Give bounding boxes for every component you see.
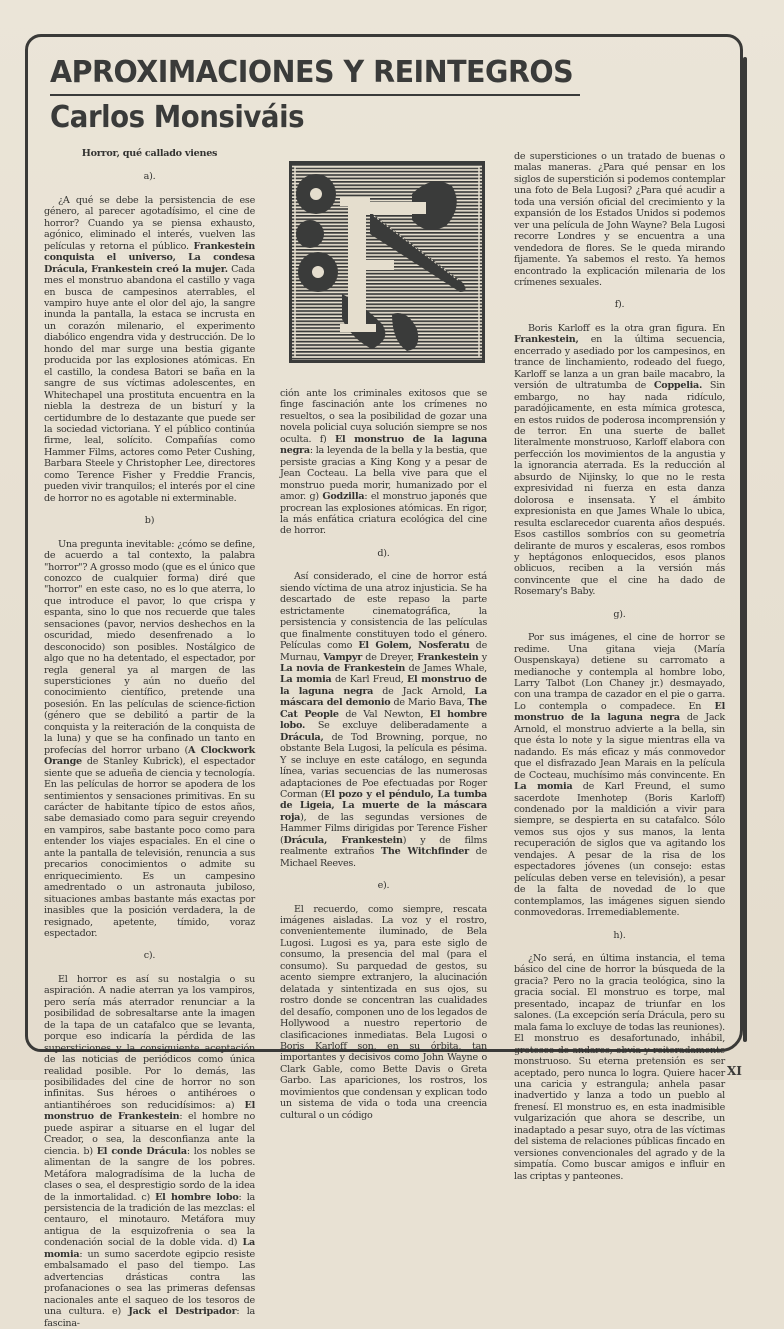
text-run: ), de las segundas versiones de Hammer Films dirigidas por Terence Fisher ( <box>280 811 487 846</box>
section-marker-a: a). <box>143 171 156 183</box>
film-title-bold: Godzilla <box>322 491 365 503</box>
text-run: Sin embargo, no hay nada ridículo, paradójicamente, en esta mímica grotesca, en estos ruidos de poderosa incomprensión y de terror. En una suerte de ballet literalmente monstruoso, Karloff elabora con perfección los movimientos de la angustia y la ignorancia aterrada. Es la reducción al absurdo de Nijinsky, lo que no le resta expresividad ni fuerza en esta danza dolorosa e insensata. Y el ámbito expresionista en que James Whale lo ubica, resulta esclarecedor cuarenta años después. Esos castillos sombríos con su geometría delirante de muros y escaleras, esos rombos y heptágonos enloquecidos, esos planos oblicuos, reciben a la versión más convincente que el cine ha dado de Rosemary's Baby. <box>514 380 726 598</box>
film-title-bold: El monstruo de la laguna negra <box>280 674 487 697</box>
text-run: : la leyenda de la bella y la bestia, que persiste gracias a King Kong y a pesar de Jean Cocteau. La bella vive para que el monstruo pueda morir, humanizado por el amor. g) <box>280 445 487 503</box>
article-column-1 <box>44 148 255 1329</box>
text-run: Boris Karloff es la otra gran figura. En <box>528 322 725 334</box>
text-run: El horror es así su nostalgia o su aspiración. A nadie aterran ya los vampiros, pero sería más aterrador renunciar a la posibilidad de sobresaltarse ante la imagen de la tapa de un catafalco que se levanta, porque eso indicaría la pérdida de las supersticiones y la consiguiente aceptación de las noticias de periódicos como única realidad posible. Por lo demás, las posibilidades del cine de horror no son infinitas. Sus héroes o antihéroes o antiantihéroes son reducidísimos: a) <box>44 973 255 1111</box>
film-title-bold: El Golem, Nosferatu <box>358 640 470 652</box>
text-run: Así considerado, el cine de horror está siendo víctima de una atroz injusticia. Se ha descartado de este repaso la parte estrictamente cinematográfica, la persistencia y consistencia de las películas que finalmente constituyen todo el género. Películas como <box>280 571 487 652</box>
section-marker-e: e). <box>377 880 390 892</box>
text-run: en la última secuencia, encerrado y asediado por los campesinos, en trance de linchamiento, rodeado del fuego, Karloff se lanza a un gran baile macabro, la versión de ultratumba de <box>514 334 725 392</box>
film-title-bold: Frankestein <box>417 651 479 663</box>
text-run: ¿A qué se debe la persistencia de ese género, al parecer agotadísimo, el cine de horror? Cuando ya se piensa exhausto, agónico, eliminado el interés, vuelven las películas y retorna el público. <box>44 194 255 252</box>
text-run: : los nobles se alimentan de la sangre de los pobres. Metáfora malogradísima de la lucha de clases o sea, el desprestigio sordo de la idea de la inmortalidad. c) <box>44 1145 256 1203</box>
film-title-bold: El hombre lobo. <box>280 708 487 732</box>
film-title-bold: A Clockwork Orange <box>44 744 256 768</box>
text-run: Cada mes el monstruo abandona el castillo y vaga en busca de campesinos aterrables, el vampiro huye ante el olor del ajo, la sangre inunda la pantalla, la estaca se incrusta en un corazón milenario, el experimento diabólico engendra vida y destrucción. De lo hondo del mar surge una bestia gigante producida por las explosiones atómicas. En el castillo, la condesa Batori se baña en la sangre de sus víctimas adolescentes, en Whitechapel una prostituta encuentra en la niebla la destreza de un bisturí y la certidumbre de lo destazante que puede ser la sociedad victoriana. Y el público continúa firme, leal, solícito. Compañías como Hammer Films, actores como Peter Cushing, Barbara Steele y Christopher Lee, directores como Terence Fisher y Freddie Francis, pueden vivir tranquilos; el interés por el cine de horror no es agotable ni exterminable. <box>44 263 255 504</box>
paragraph-e-continued: de supersticiones o un tratado de buenas o malas maneras. ¿Para qué pensar en los siglos de superstición si podemos contemplar una foto de Bela Lugosi? ¿Para qué acudir a toda una versión oficial del crecimiento y la expansión de los Estados Unidos si podemos ver una película de John Wayne? Bela Lugosi recorre Londres y se encuentra a una vendedora de flores. Se le queda mirando fijamente. Ya sabemos el resto. Ya hemos encontrado la explicación milenaria de los crímenes sexuales. <box>514 151 725 288</box>
film-title-bold: La momia <box>280 674 332 686</box>
article-column-2 <box>280 388 487 1121</box>
film-title-bold: The Witchfinder <box>380 846 469 858</box>
article-subtitle: Horror, qué callado vienes <box>81 148 218 159</box>
text-run: de Karl Freund, el sumo sacerdote Imenhotep (Boris Karloff) condenado por la maldición a vivir para siempre, se despierta en su catafalco. Sólo vemos sus ojos y sus manos, la lenta recuperación de siglos que va agitando los vendajes. A pesar de la risa de los espectadores jóvenes (un consejo: estas películas deben verse en televisión), a pesar de la falta de novedad de lo que contemplamos, las imágenes siguen siendo conmovedoras. Irremediablemente. <box>514 781 725 919</box>
title-underline <box>50 94 580 96</box>
text-run: de Tod Browning, porque, no obstante Bela Lugosi, la película es pésima. Y se incluye en este catálogo, en segunda línea, varias secuencias de las numerosas adaptaciones de Poe efectuadas por Roger Corman ( <box>280 731 487 800</box>
text-run: de Jack Arnold, <box>373 685 475 697</box>
text-run: : la persistencia de la tradición de las mezclas: el centauro, el minotauro. Metáfora muy antigua de la esquizofrenia o sea la condenación social de la doble vida. d) <box>44 1191 255 1249</box>
text-run: de Mario Bava, <box>390 697 468 709</box>
film-title-bold: Jack el Destripador <box>128 1306 237 1318</box>
article-column-3 <box>514 151 725 1182</box>
film-title-bold: The Cat People <box>280 697 487 720</box>
page-number: XI <box>727 1064 742 1078</box>
woodcut-initial-letter-f-icon <box>289 161 485 363</box>
film-title-bold: La máscara del demonio <box>280 685 487 709</box>
section-title: APROXIMACIONES Y REINTEGROS <box>50 55 574 90</box>
text-run: de James Whale, <box>405 662 487 674</box>
text-run: de Jack Arnold, el monstruo advierte a la bella, sin que ésta lo note y la sigue mientras ella va nadando. Es más eficaz y más conmovedor que el disfrazado Jean Marais en la película de Cocteau, muchísimo más convincente. En <box>514 712 725 781</box>
text-run: de Karl Freud, <box>331 674 407 686</box>
film-title-bold: El monstruo de la laguna negra <box>514 700 725 724</box>
film-title-bold: Coppelia. <box>653 380 703 392</box>
paragraph-a <box>44 195 255 504</box>
film-title-bold: Drácula, Frankestein <box>283 834 403 846</box>
text-run: ) y de films realmente extraños <box>280 834 487 858</box>
section-marker-h: h). <box>613 929 626 941</box>
section-marker-c: c). <box>143 950 156 962</box>
film-title-bold: El monstruo de la laguna negra <box>280 433 487 457</box>
text-run: de Michael Reeves. <box>280 846 487 869</box>
film-title-bold: Drácula, <box>280 731 324 743</box>
film-title-bold: La novia de Frankestein <box>280 662 406 674</box>
text-run: de Val Newton, <box>338 708 430 720</box>
film-title-bold: El monstruo de Frankestein <box>44 1099 255 1123</box>
section-marker-b: b) <box>144 515 155 527</box>
paragraph-b <box>44 539 255 940</box>
film-title-bold: Frankestein, <box>514 334 579 346</box>
text-run: : un sumo sacerdote egipcio resiste embalsamado el paso del tiempo. Las advertencias drásticas contra las profanaciones o sea las primeras defensas nacionales ante el saqueo de los tesoros de una cultura. e) <box>44 1248 255 1318</box>
paragraph-c <box>44 974 255 1329</box>
text-run: Una pregunta inevitable: ¿cómo se define, de acuerdo a tal contexto, la palabra "horror"? A grosso modo (que es el único que conozco de cualquier forma) diré que "horror" en este caso, no es lo que aterra, lo que introduce el pavor, lo que crispa y espanta, sino lo que nos recuerde que tales sensaciones (pavor, nervios deshechos en la oscuridad, miedo desenfrenado a lo desconocido) son posibles. Nostálgico de algo que no ha detentado, el espectador, por regla general ya al margen de las supersticiones y aún no dueño del conocimiento científico, pretende una posesión. En las películas de science-fiction (género que se debilitó a partir de la conquista y la reiteración de la conquista de la luna) y que se ha confinado un tanto en profecías del horror urbano ( <box>44 538 255 756</box>
section-marker-f: f). <box>614 299 625 311</box>
woodcut-illustration <box>292 164 482 360</box>
text-run: de Murnau, <box>280 640 487 663</box>
text-run: de Stanley Kubrick), el espectador siente que se adueña de ciencia y tecnología. En las películas de horror se apodera de los sentimientos y sensaciones primitivas. En su carácter de habitante típico de estos años, sabe demasiado como para seguir creyendo en vampiros, sabe bastante poco como para entender los viajes espaciales. En el cine o ante la pantalla de televisión, renuncia a sus precarios conocimientos o admite su enriquecimiento. Es un campesino amedrentado o un astronauta jubiloso, situaciones ambas bastante más exactas por inasibles que la posición verdadera, la de resignado, apetente, tímido, voraz espectador. <box>44 756 255 939</box>
text-run: y <box>478 651 487 663</box>
text-run: Por sus imágenes, el cine de horror se redime. Una gitana vieja (María Ouspenskaya) detiene su carromato a medianoche y contempla al hombre lobo, Larry Talbot (Lon Chaney jr.) desmayado, con una trampa de cazador en el pie o garra. Lo contempla o compadece. En <box>514 632 725 712</box>
text-run: : la fascina- <box>44 1306 256 1329</box>
film-title-bold: El conde Drácula <box>96 1145 187 1157</box>
film-title-bold: Frankestein conquista el universo, La condesa Drácula, Frankestein creó la mujer. <box>44 240 255 275</box>
film-title-bold: La momia <box>44 1237 255 1260</box>
film-title-bold: La momia <box>514 781 573 793</box>
author-name: Carlos Monsiváis <box>50 100 305 135</box>
film-title-bold: El hombre lobo <box>155 1191 239 1203</box>
text-run: ción ante los criminales exitosos que se finge fascinación ante los crímenes no resueltos, o sea la posibilidad de gozar una novela policial cuya solución siempre se nos oculta. f) <box>280 388 487 445</box>
paragraph-c-continued <box>280 388 487 537</box>
film-title-bold: El pozo y el péndulo, La tumba de Ligeia, La muerte de la máscara roja <box>280 788 487 823</box>
text-run: Se excluye deliberadamente a <box>305 720 487 732</box>
section-marker-d: d). <box>377 547 390 559</box>
paragraph-e: El recuerdo, como siempre, rescata imágenes aisladas. La voz y el rostro, convenientemente iluminado, de Bela Lugosi. Lugosi es ya, para este siglo de consumo, la presencia del mal (para el consumo). Su parquedad de gestos, su acento siempre extranjero, la alucinación delatada y sintentizada en sus ojos, su rostro donde se concentran las cualidades del desafío, componen uno de los legados de Hollywood a nuestro repertorio de clasificaciones inmediatas. Bela Lugosi o Boris Karloff son, en su órbita, tan importantes y decisivos como John Wayne o Clark Gable, como Bette Davis o Greta Garbo. Las apariciones, los rostros, los movimientos que condensan y explican todo un sistema de vida o toda una creencia cultural o un código <box>280 903 487 1121</box>
paragraph-g <box>514 632 725 918</box>
film-title-bold: Vampyr <box>323 651 363 663</box>
paragraph-h: ¿No será, en última instancia, el tema básico del cine de horror la búsqueda de la gracia? Pero no la gracia teológica, sino la gracia social. El monstruo es torpe, mal presentado, incapaz de triunfar en los salones. (La excepción sería Drácula, pero su mala fama lo excluye de todas las reuniones). El monstruo es desafortunado, inhábil, grotesco de andares, obvia y reiteradamente monstruoso. Su eterna pretensión es ser aceptado, pero nunca lo logra. Quiere hacer una caricia y estrangula; anhela pasar inadvertido y lanza a todo un pueblo al frenesí. El monstruo es, en esta inadmisible vulgarización que ahora se describe, un inadaptado a pesar suyo, otra de las víctimas del sistema de relaciones públicas fincado en versiones convencionales del agrado y de la simpatía. Como buscar amigos e influir en las criptas y panteones. <box>514 953 725 1182</box>
text-run: : el hombre no puede aspirar a situarse en el lugar del Creador, o sea, la desconfianza ante la ciencia. b) <box>44 1111 255 1157</box>
text-run: de Dreyer, <box>362 651 418 663</box>
text-run: : el monstruo japonés que procrean las explosiones atómicas. En rigor, la más enfática criatura ecológica del cine de horror. <box>280 491 487 537</box>
paragraph-d <box>280 571 487 869</box>
section-marker-g: g). <box>613 608 626 620</box>
paragraph-f <box>514 323 725 598</box>
